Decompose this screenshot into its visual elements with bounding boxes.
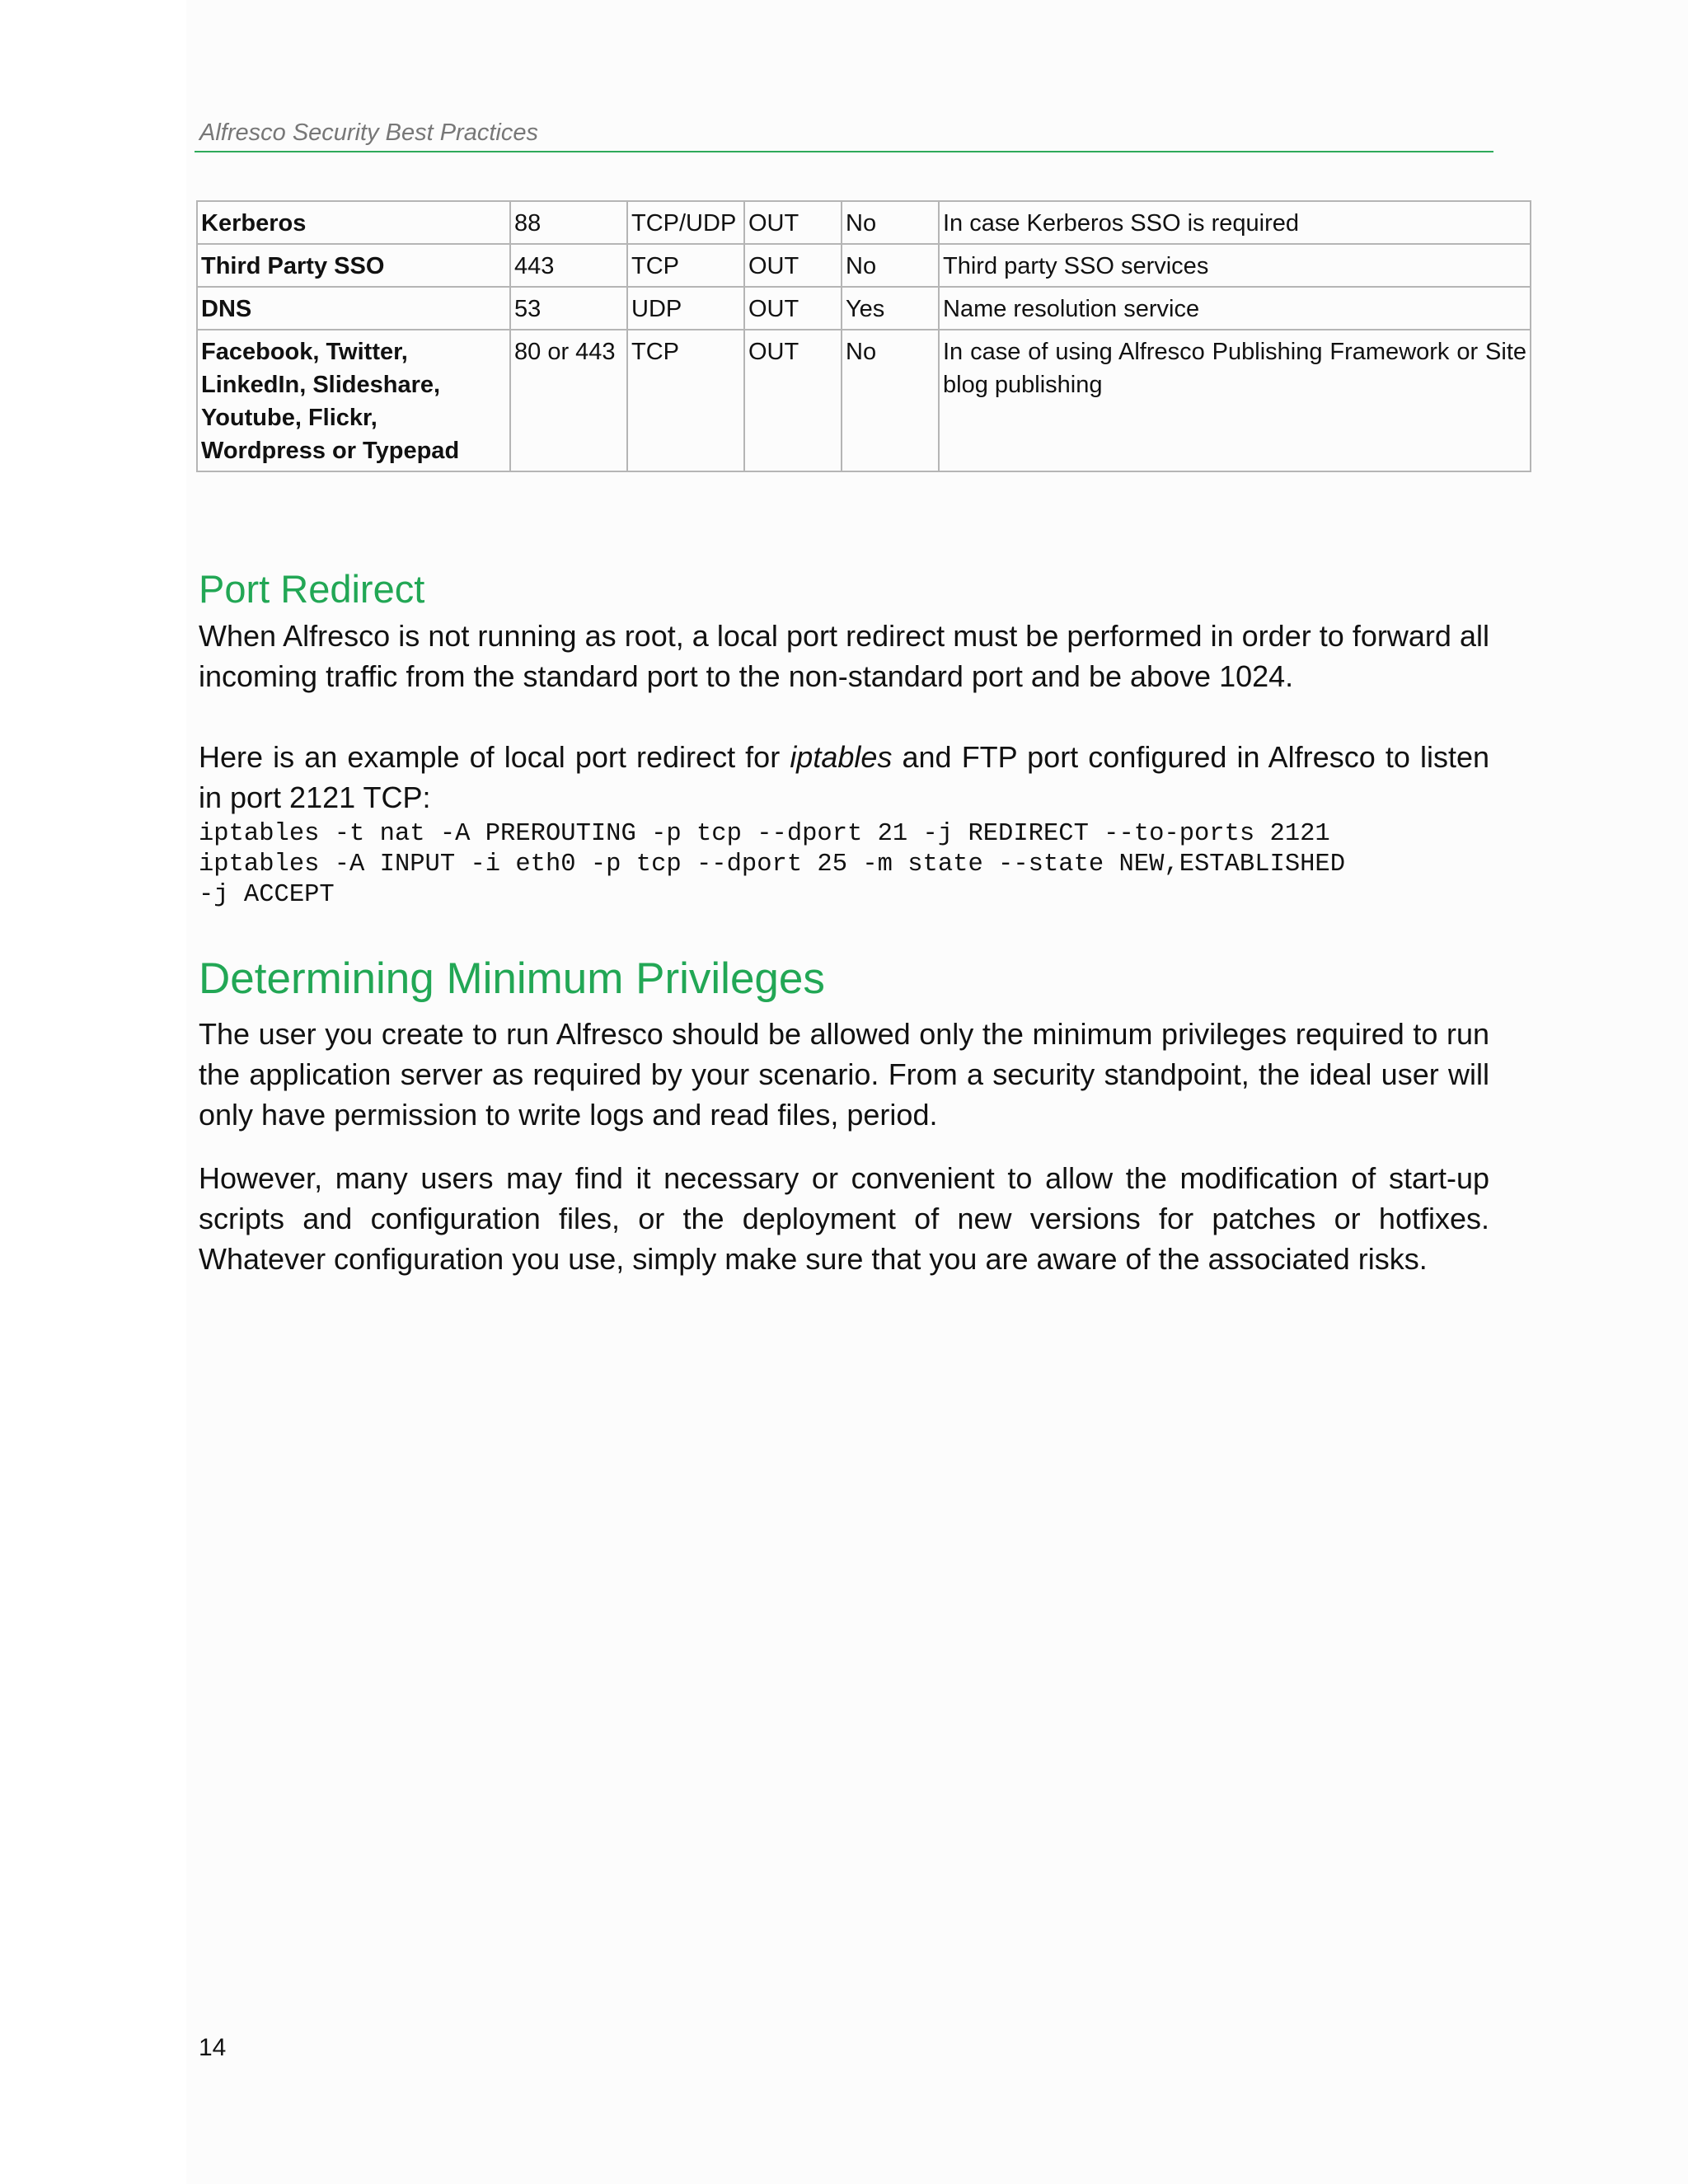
port-cell: 53 [510, 287, 627, 330]
flag-cell: Yes [842, 287, 939, 330]
table-row [197, 201, 1531, 244]
flag-cell: No [842, 330, 939, 471]
min-privileges-paragraph-2: However, many users may find it necessary or convenient to allow the modification of start-up scripts and configuration files, or the deployment of new versions for patches or hotfixes. Whatever configuration you use, simply make sure that you are aware of the associated risks. [199, 1161, 1489, 1276]
table-row [197, 287, 1531, 330]
iptables-example-paragraph [199, 737, 1489, 818]
header-divider [195, 151, 1493, 152]
description-cell: In case Kerberos SSO is required [939, 201, 1531, 244]
port-redirect-paragraph: When Alfresco is not running as root, a local port redirect must be performed in order to forward all incoming traffic from the standard port to the non-standard port and be above 1024. [199, 619, 1489, 693]
direction-cell: OUT [744, 330, 842, 471]
port-redirect-heading: Port Redirect [199, 567, 425, 611]
paragraph-text: Here is an example of local port redirect for [199, 740, 790, 774]
description-cell: Third party SSO services [939, 244, 1531, 287]
description-cell: In case of using Alfresco Publishing Framework or Site blog publishing [939, 330, 1531, 471]
port-cell: 443 [510, 244, 627, 287]
service-cell: DNS [197, 287, 510, 330]
direction-cell: OUT [744, 287, 842, 330]
paragraph-text: and FTP port configured in Alfresco to listen in port 2121 TCP: [199, 740, 1490, 814]
flag-cell: No [842, 201, 939, 244]
port-cell: 88 [510, 201, 627, 244]
direction-cell: OUT [744, 201, 842, 244]
flag-cell: No [842, 244, 939, 287]
port-cell: 80 or 443 [510, 330, 627, 471]
protocol-cell: TCP [627, 330, 744, 471]
description-cell: Name resolution service [939, 287, 1531, 330]
ports-table [196, 200, 1531, 472]
running-header: Alfresco Security Best Practices [199, 120, 538, 146]
direction-cell: OUT [744, 244, 842, 287]
protocol-cell: TCP [627, 244, 744, 287]
emphasis-text: iptables [790, 740, 893, 774]
min-privileges-paragraph-1: The user you create to run Alfresco should be allowed only the minimum privileges required to run the application server as required by your scenario. From a security standpoint, the ideal user will only have permission to write logs and read files, period. [199, 1017, 1489, 1132]
code-block: iptables -t nat -A PREROUTING -p tcp --dport 21 -j REDIRECT --to-ports 2121 iptables -A INPUT -i eth0 -p tcp --dport 25 -m state --state NEW,ESTABLISHED -j ACCEPT [199, 820, 1346, 909]
table-row [197, 244, 1531, 287]
protocol-cell: TCP/UDP [627, 201, 744, 244]
service-cell: Kerberos [197, 201, 510, 244]
service-cell: Third Party SSO [197, 244, 510, 287]
page-number: 14 [199, 2034, 227, 2061]
service-cell: Facebook, Twitter, LinkedIn, Slideshare, Youtube, Flickr, Wordpress or Typepad [197, 330, 510, 471]
protocol-cell: UDP [627, 287, 744, 330]
table-row [197, 330, 1531, 471]
min-privileges-heading: Determining Minimum Privileges [199, 954, 825, 1003]
